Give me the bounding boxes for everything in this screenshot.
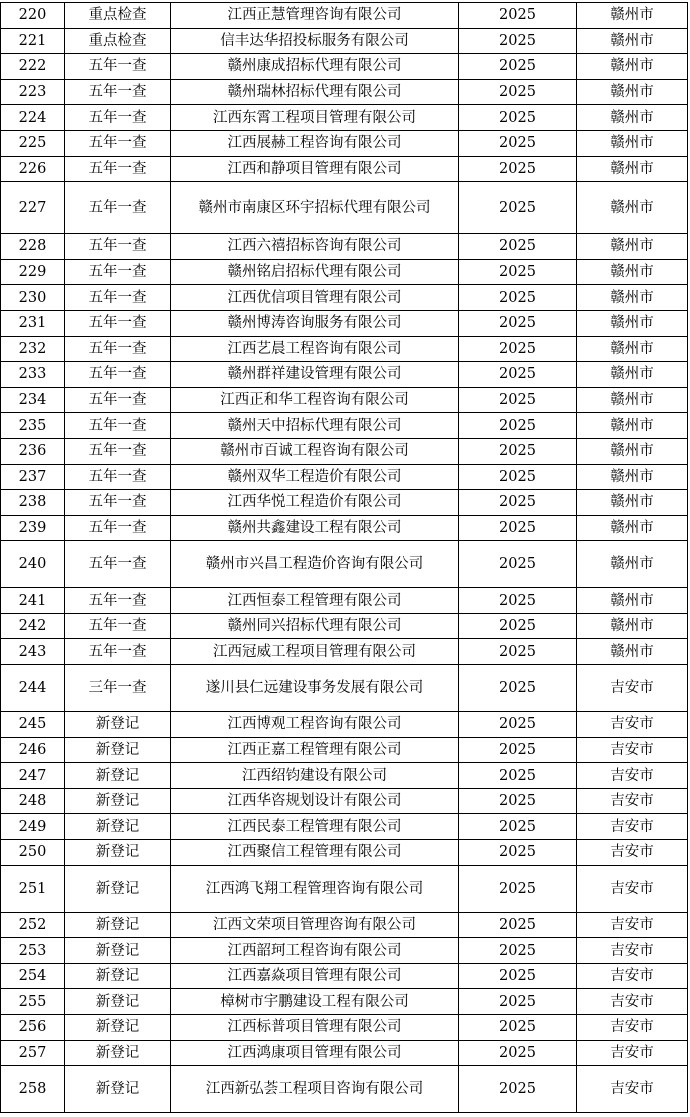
city-cell: 赣州市 <box>577 515 688 541</box>
row-number-cell: 254 <box>1 963 65 989</box>
table-row <box>1 336 688 362</box>
inspection-type-cell: 五年一查 <box>65 541 171 588</box>
company-name-cell: 遂川县仁远建设事务发展有限公司 <box>171 665 459 712</box>
company-name-cell: 江西鸿康项目管理有限公司 <box>171 1040 459 1066</box>
inspection-type-cell: 五年一查 <box>65 234 171 260</box>
row-number-cell: 224 <box>1 105 65 131</box>
row-number-cell: 250 <box>1 840 65 866</box>
year-cell: 2025 <box>459 912 577 938</box>
year-cell: 2025 <box>459 1066 577 1113</box>
city-cell: 赣州市 <box>577 413 688 439</box>
inspection-type-cell: 新登记 <box>65 989 171 1015</box>
company-name-cell: 江西韶珂工程咨询有限公司 <box>171 938 459 964</box>
row-number-cell: 234 <box>1 387 65 413</box>
company-name-cell: 江西标普项目管理有限公司 <box>171 1015 459 1041</box>
city-cell: 赣州市 <box>577 613 688 639</box>
inspection-type-cell: 新登记 <box>65 840 171 866</box>
company-name-cell: 赣州天中招标代理有限公司 <box>171 413 459 439</box>
row-number-cell: 244 <box>1 665 65 712</box>
table-row <box>1 259 688 285</box>
table-row <box>1 438 688 464</box>
table-row <box>1 362 688 388</box>
company-name-cell: 赣州群祥建设管理有限公司 <box>171 362 459 388</box>
row-number-cell: 220 <box>1 3 65 29</box>
table-row <box>1 310 688 336</box>
year-cell: 2025 <box>459 1040 577 1066</box>
inspection-type-cell: 五年一查 <box>65 285 171 311</box>
city-cell: 吉安市 <box>577 665 688 712</box>
company-name-cell: 江西冠威工程项目管理有限公司 <box>171 639 459 665</box>
table-row <box>1 912 688 938</box>
inspection-type-cell: 新登记 <box>65 763 171 789</box>
year-cell: 2025 <box>459 938 577 964</box>
row-number-cell: 252 <box>1 912 65 938</box>
inspection-type-cell: 新登记 <box>65 1066 171 1113</box>
company-name-cell: 江西正慧管理咨询有限公司 <box>171 3 459 29</box>
row-number-cell: 227 <box>1 182 65 234</box>
company-name-cell: 江西优信项目管理有限公司 <box>171 285 459 311</box>
city-cell: 吉安市 <box>577 865 688 912</box>
table-row <box>1 840 688 866</box>
year-cell: 2025 <box>459 362 577 388</box>
table-row <box>1 79 688 105</box>
table-row <box>1 639 688 665</box>
year-cell: 2025 <box>459 541 577 588</box>
city-cell: 吉安市 <box>577 840 688 866</box>
row-number-cell: 222 <box>1 54 65 80</box>
company-name-cell: 江西华悦工程造价有限公司 <box>171 490 459 516</box>
year-cell: 2025 <box>459 79 577 105</box>
inspection-type-cell: 三年一查 <box>65 665 171 712</box>
year-cell: 2025 <box>459 3 577 29</box>
year-cell: 2025 <box>459 515 577 541</box>
row-number-cell: 230 <box>1 285 65 311</box>
company-name-cell: 江西东霄工程项目管理有限公司 <box>171 105 459 131</box>
table-row <box>1 54 688 80</box>
row-number-cell: 255 <box>1 989 65 1015</box>
company-name-cell: 江西艺晨工程咨询有限公司 <box>171 336 459 362</box>
company-name-cell: 江西新弘荟工程项目咨询有限公司 <box>171 1066 459 1113</box>
company-name-cell: 赣州双华工程造价有限公司 <box>171 464 459 490</box>
table-row <box>1 788 688 814</box>
table-row <box>1 588 688 614</box>
table-row <box>1 541 688 588</box>
row-number-cell: 257 <box>1 1040 65 1066</box>
row-number-cell: 221 <box>1 28 65 54</box>
row-number-cell: 258 <box>1 1066 65 1113</box>
company-name-cell: 江西正嘉工程管理有限公司 <box>171 737 459 763</box>
row-number-cell: 232 <box>1 336 65 362</box>
row-number-cell: 245 <box>1 712 65 738</box>
city-cell: 赣州市 <box>577 105 688 131</box>
company-name-cell: 江西民泰工程管理有限公司 <box>171 814 459 840</box>
inspection-type-cell: 五年一查 <box>65 156 171 182</box>
company-name-cell: 江西聚信工程管理有限公司 <box>171 840 459 866</box>
company-name-cell: 江西六禧招标咨询有限公司 <box>171 234 459 260</box>
year-cell: 2025 <box>459 763 577 789</box>
company-name-cell: 赣州市南康区环宇招标代理有限公司 <box>171 182 459 234</box>
city-cell: 赣州市 <box>577 541 688 588</box>
inspection-type-cell: 五年一查 <box>65 588 171 614</box>
table-row <box>1 737 688 763</box>
inspection-type-cell: 五年一查 <box>65 259 171 285</box>
city-cell: 赣州市 <box>577 182 688 234</box>
row-number-cell: 237 <box>1 464 65 490</box>
inspection-type-cell: 五年一查 <box>65 79 171 105</box>
company-name-cell: 赣州铭启招标代理有限公司 <box>171 259 459 285</box>
table-row <box>1 182 688 234</box>
table-row <box>1 865 688 912</box>
company-name-cell: 江西绍钧建设有限公司 <box>171 763 459 789</box>
city-cell: 吉安市 <box>577 712 688 738</box>
table-row <box>1 105 688 131</box>
row-number-cell: 223 <box>1 79 65 105</box>
row-number-cell: 240 <box>1 541 65 588</box>
city-cell: 赣州市 <box>577 285 688 311</box>
table-row <box>1 490 688 516</box>
year-cell: 2025 <box>459 613 577 639</box>
row-number-cell: 247 <box>1 763 65 789</box>
city-cell: 赣州市 <box>577 3 688 29</box>
year-cell: 2025 <box>459 963 577 989</box>
year-cell: 2025 <box>459 130 577 156</box>
city-cell: 赣州市 <box>577 336 688 362</box>
year-cell: 2025 <box>459 989 577 1015</box>
inspection-type-cell: 五年一查 <box>65 490 171 516</box>
year-cell: 2025 <box>459 490 577 516</box>
inspection-type-cell: 新登记 <box>65 938 171 964</box>
city-cell: 赣州市 <box>577 464 688 490</box>
row-number-cell: 253 <box>1 938 65 964</box>
inspection-type-cell: 五年一查 <box>65 387 171 413</box>
table-row <box>1 156 688 182</box>
year-cell: 2025 <box>459 814 577 840</box>
year-cell: 2025 <box>459 182 577 234</box>
row-number-cell: 243 <box>1 639 65 665</box>
company-name-cell: 江西正和华工程咨询有限公司 <box>171 387 459 413</box>
table-row <box>1 1015 688 1041</box>
inspection-type-cell: 五年一查 <box>65 105 171 131</box>
inspection-type-cell: 新登记 <box>65 1015 171 1041</box>
year-cell: 2025 <box>459 1015 577 1041</box>
city-cell: 赣州市 <box>577 639 688 665</box>
inspection-type-cell: 新登记 <box>65 865 171 912</box>
row-number-cell: 233 <box>1 362 65 388</box>
company-name-cell: 赣州瑞林招标代理有限公司 <box>171 79 459 105</box>
city-cell: 赣州市 <box>577 28 688 54</box>
company-name-cell: 信丰达华招投标服务有限公司 <box>171 28 459 54</box>
year-cell: 2025 <box>459 464 577 490</box>
year-cell: 2025 <box>459 712 577 738</box>
inspection-type-cell: 新登记 <box>65 1040 171 1066</box>
table-row <box>1 712 688 738</box>
inspection-type-cell: 五年一查 <box>65 413 171 439</box>
company-name-cell: 赣州同兴招标代理有限公司 <box>171 613 459 639</box>
inspection-type-cell: 新登记 <box>65 737 171 763</box>
city-cell: 赣州市 <box>577 259 688 285</box>
year-cell: 2025 <box>459 438 577 464</box>
inspection-type-cell: 五年一查 <box>65 639 171 665</box>
city-cell: 吉安市 <box>577 963 688 989</box>
inspection-type-cell: 新登记 <box>65 963 171 989</box>
company-name-cell: 樟树市宇鹏建设工程有限公司 <box>171 989 459 1015</box>
row-number-cell: 256 <box>1 1015 65 1041</box>
city-cell: 吉安市 <box>577 737 688 763</box>
city-cell: 吉安市 <box>577 912 688 938</box>
inspection-type-cell: 新登记 <box>65 814 171 840</box>
table-row <box>1 285 688 311</box>
inspection-type-cell: 五年一查 <box>65 336 171 362</box>
year-cell: 2025 <box>459 413 577 439</box>
table-row <box>1 28 688 54</box>
row-number-cell: 241 <box>1 588 65 614</box>
year-cell: 2025 <box>459 840 577 866</box>
company-name-cell: 江西华咨规划设计有限公司 <box>171 788 459 814</box>
city-cell: 赣州市 <box>577 54 688 80</box>
inspection-type-cell: 新登记 <box>65 712 171 738</box>
row-number-cell: 235 <box>1 413 65 439</box>
row-number-cell: 226 <box>1 156 65 182</box>
year-cell: 2025 <box>459 865 577 912</box>
table-row <box>1 1066 688 1113</box>
city-cell: 赣州市 <box>577 310 688 336</box>
table-row <box>1 665 688 712</box>
year-cell: 2025 <box>459 54 577 80</box>
company-name-cell: 赣州共鑫建设工程有限公司 <box>171 515 459 541</box>
table-row <box>1 413 688 439</box>
city-cell: 吉安市 <box>577 763 688 789</box>
city-cell: 赣州市 <box>577 130 688 156</box>
year-cell: 2025 <box>459 336 577 362</box>
company-name-cell: 江西鸿飞翔工程管理咨询有限公司 <box>171 865 459 912</box>
table-row <box>1 1040 688 1066</box>
city-cell: 赣州市 <box>577 387 688 413</box>
table-row <box>1 938 688 964</box>
year-cell: 2025 <box>459 28 577 54</box>
year-cell: 2025 <box>459 285 577 311</box>
city-cell: 吉安市 <box>577 1066 688 1113</box>
inspection-type-cell: 五年一查 <box>65 310 171 336</box>
company-name-cell: 江西嘉焱项目管理有限公司 <box>171 963 459 989</box>
company-name-cell: 江西文荣项目管理咨询有限公司 <box>171 912 459 938</box>
inspection-type-cell: 五年一查 <box>65 464 171 490</box>
table-row <box>1 989 688 1015</box>
row-number-cell: 238 <box>1 490 65 516</box>
company-name-cell: 江西恒泰工程管理有限公司 <box>171 588 459 614</box>
inspection-type-cell: 五年一查 <box>65 54 171 80</box>
row-number-cell: 251 <box>1 865 65 912</box>
inspection-type-cell: 五年一查 <box>65 515 171 541</box>
inspection-type-cell: 重点检查 <box>65 28 171 54</box>
city-cell: 赣州市 <box>577 79 688 105</box>
table-row <box>1 387 688 413</box>
city-cell: 吉安市 <box>577 1015 688 1041</box>
inspection-list-table <box>0 2 688 1113</box>
row-number-cell: 225 <box>1 130 65 156</box>
table-row <box>1 613 688 639</box>
table-row <box>1 814 688 840</box>
city-cell: 吉安市 <box>577 814 688 840</box>
inspection-type-cell: 五年一查 <box>65 362 171 388</box>
table-row <box>1 464 688 490</box>
row-number-cell: 242 <box>1 613 65 639</box>
inspection-type-cell: 五年一查 <box>65 130 171 156</box>
year-cell: 2025 <box>459 259 577 285</box>
city-cell: 赣州市 <box>577 362 688 388</box>
company-name-cell: 江西展赫工程咨询有限公司 <box>171 130 459 156</box>
row-number-cell: 228 <box>1 234 65 260</box>
table-row <box>1 763 688 789</box>
year-cell: 2025 <box>459 665 577 712</box>
table-row <box>1 234 688 260</box>
year-cell: 2025 <box>459 156 577 182</box>
company-name-cell: 赣州博涛咨询服务有限公司 <box>171 310 459 336</box>
year-cell: 2025 <box>459 105 577 131</box>
inspection-type-cell: 新登记 <box>65 788 171 814</box>
city-cell: 赣州市 <box>577 588 688 614</box>
table-row <box>1 130 688 156</box>
table-row <box>1 963 688 989</box>
city-cell: 吉安市 <box>577 788 688 814</box>
table-row <box>1 515 688 541</box>
city-cell: 吉安市 <box>577 938 688 964</box>
year-cell: 2025 <box>459 234 577 260</box>
table-row <box>1 3 688 29</box>
inspection-type-cell: 五年一查 <box>65 182 171 234</box>
row-number-cell: 236 <box>1 438 65 464</box>
year-cell: 2025 <box>459 588 577 614</box>
inspection-type-cell: 新登记 <box>65 912 171 938</box>
year-cell: 2025 <box>459 788 577 814</box>
year-cell: 2025 <box>459 639 577 665</box>
company-name-cell: 江西和静项目管理有限公司 <box>171 156 459 182</box>
row-number-cell: 246 <box>1 737 65 763</box>
table-body <box>1 3 688 1113</box>
city-cell: 赣州市 <box>577 438 688 464</box>
year-cell: 2025 <box>459 737 577 763</box>
row-number-cell: 229 <box>1 259 65 285</box>
city-cell: 吉安市 <box>577 1040 688 1066</box>
row-number-cell: 231 <box>1 310 65 336</box>
inspection-type-cell: 重点检查 <box>65 3 171 29</box>
row-number-cell: 249 <box>1 814 65 840</box>
city-cell: 赣州市 <box>577 234 688 260</box>
city-cell: 赣州市 <box>577 490 688 516</box>
company-name-cell: 赣州市百诚工程咨询有限公司 <box>171 438 459 464</box>
row-number-cell: 239 <box>1 515 65 541</box>
inspection-type-cell: 五年一查 <box>65 613 171 639</box>
inspection-type-cell: 五年一查 <box>65 438 171 464</box>
year-cell: 2025 <box>459 310 577 336</box>
city-cell: 赣州市 <box>577 156 688 182</box>
row-number-cell: 248 <box>1 788 65 814</box>
company-name-cell: 江西博观工程咨询有限公司 <box>171 712 459 738</box>
city-cell: 吉安市 <box>577 989 688 1015</box>
company-name-cell: 赣州市兴昌工程造价咨询有限公司 <box>171 541 459 588</box>
company-name-cell: 赣州康成招标代理有限公司 <box>171 54 459 80</box>
year-cell: 2025 <box>459 387 577 413</box>
